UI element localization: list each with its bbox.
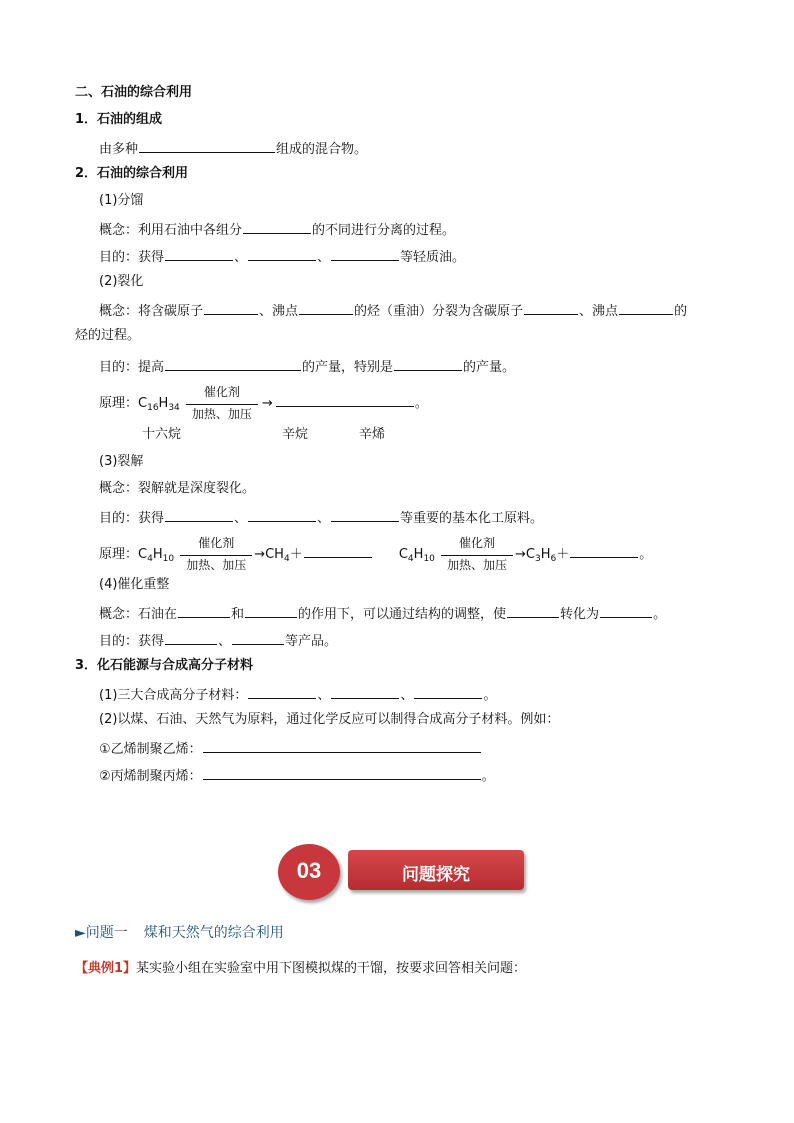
polymers-item4: ②丙烯制聚丙烯： 。 [99,765,495,786]
crack-principle: 原理：$C_{16}H_{34}$ 催化剂 加热、加压 → 。 [99,384,428,421]
section-badge [278,842,528,902]
blank-field[interactable] [507,603,559,618]
blank-field[interactable] [600,603,652,618]
decomp-principle: 原理：$C_4H_{10}$ 催化剂 加热、加压 $\to CH_4+ C_4H_{10}$ 催化剂 加热、加压 $\to C_3H_6+$ 。 [99,535,653,572]
distill-purpose: 目的：获得 、 、 等轻质油。 [99,246,465,267]
blank-field[interactable] [331,246,399,261]
crack-name-octane: 辛烷 [282,427,309,442]
reform-purpose: 目的：获得 、 等产品。 [99,630,337,651]
blank-field[interactable] [248,507,316,522]
polymers-item3: ①乙烯制聚乙烯： [99,738,482,759]
blank-field[interactable] [304,543,372,558]
triangle-marker-icon: ► [75,925,86,941]
crack-name-octene: 辛烯 [359,427,386,442]
crack-name-hexadecane: 十六烷 [142,427,182,442]
crack-concept: 概念：将含碳原子 、沸点 的烃（重油）分裂为含碳原子 、沸点 的 [99,300,687,321]
blank-field[interactable] [394,356,462,371]
polymers-item2: (2)以煤、石油、天然气为原料，通过化学反应可以制得合成高分子材料。例如： [99,712,560,727]
blank-field[interactable] [331,507,399,522]
reform-label: (4)催化重整 [99,577,170,592]
decomp-purpose: 目的：获得 、 、 等重要的基本化工原料。 [99,507,543,528]
blank-field[interactable] [165,507,233,522]
composition-line: 由多种 组成的混合物。 [99,138,367,159]
blank-field[interactable] [331,684,399,699]
blank-field[interactable] [414,684,482,699]
blank-field[interactable] [243,219,311,234]
crack-label: (2)裂化 [99,274,144,289]
blank-field[interactable] [203,765,481,780]
reaction-condition: 催化剂 加热、加压 [439,546,515,564]
distill-label: (1)分馏 [99,193,144,208]
blank-field[interactable] [165,246,233,261]
reaction-condition: 催化剂 加热、加压 [184,395,260,413]
badge-number-circle: 03 [278,844,340,900]
blank-field[interactable] [248,246,316,261]
blank-field[interactable] [245,603,297,618]
blank-field[interactable] [619,300,673,315]
heading-utilization: 2．石油的综合利用 [75,166,189,181]
decomp-concept: 概念：裂解就是深度裂化。 [99,481,256,496]
reform-concept: 概念：石油在 和 的作用下，可以通过结构的调整，使 转化为 。 [99,603,666,624]
blank-field[interactable] [178,603,230,618]
distill-concept: 概念：利用石油中各组分 的不同进行分离的过程。 [99,219,455,240]
blank-field[interactable] [299,300,353,315]
section-title: 二、石油的综合利用 [75,85,193,100]
blank-field[interactable] [139,138,275,153]
blank-field[interactable] [204,300,258,315]
reaction-condition: 催化剂 加热、加压 [178,546,254,564]
crack-purpose: 目的：提高 的产量，特别是 的产量。 [99,356,515,377]
blank-field[interactable] [165,630,217,645]
blank-field[interactable] [165,356,301,371]
badge-title-box: 问题探究 [348,850,524,890]
blank-field[interactable] [232,630,284,645]
blank-field[interactable] [570,543,638,558]
heading-polymers: 3．化石能源与合成高分子材料 [75,658,254,673]
blank-field[interactable] [203,738,481,753]
crack-concept-line2: 烃的过程。 [75,328,141,343]
heading-composition: 1．石油的组成 [75,112,163,127]
polymers-item1: (1)三大合成高分子材料： 、 、 。 [99,684,496,705]
blank-field[interactable] [276,392,414,407]
blank-field[interactable] [524,300,578,315]
blank-field[interactable] [248,684,316,699]
example-line: 【典例1】某实验小组在实验室中用下图模拟煤的干馏，按要求回答相关问题： [75,961,527,976]
decomp-label: (3)裂解 [99,454,144,469]
question-heading: ►问题一 煤和天然气的综合利用 [75,925,284,941]
